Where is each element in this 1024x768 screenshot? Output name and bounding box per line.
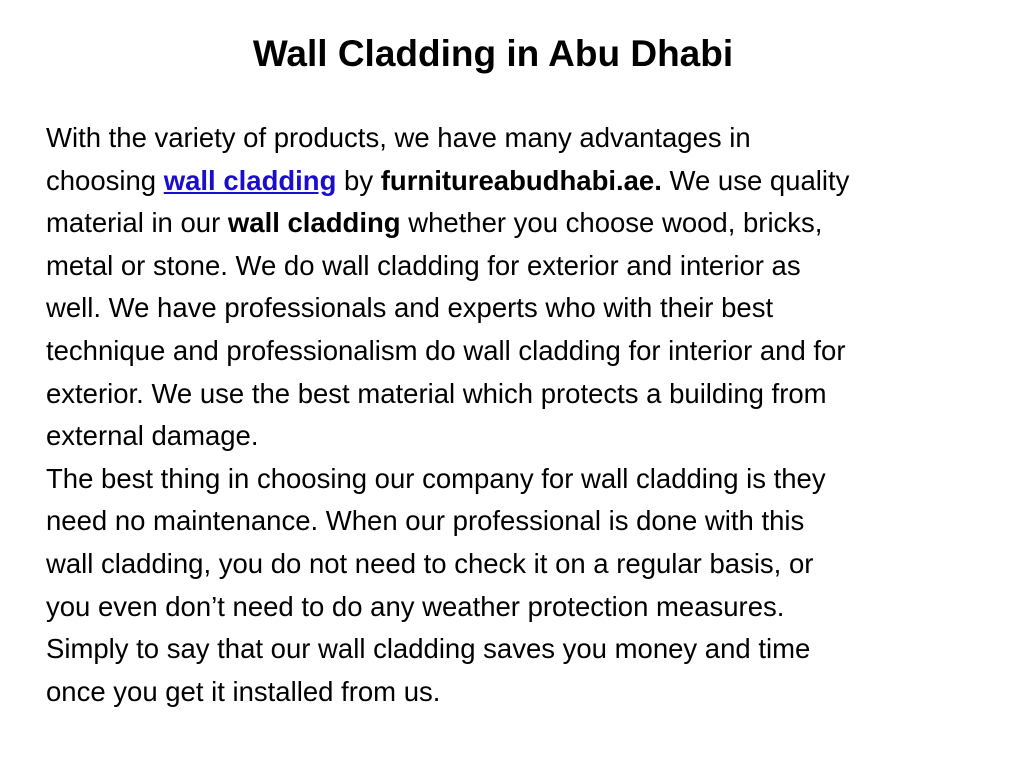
text-segment: material in our	[46, 207, 228, 239]
paragraph-1-line-7: exterior. We use the best material which protects a building from	[46, 377, 827, 409]
slide-title: Wall Cladding in Abu Dhabi	[252, 33, 734, 74]
paragraph-2-line-5: Simply to say that our wall cladding saves you money and time	[46, 633, 811, 665]
paragraph-1-line-6: technique and professionalism do wall cladding for interior and for	[46, 334, 846, 366]
paragraph-1-line-4: metal or stone. We do wall cladding for exterior and interior as	[46, 249, 801, 281]
paragraph-2-line-1: The best thing in choosing our company for wall cladding is they	[46, 462, 826, 494]
paragraph-2-line-6: once you get it installed from us.	[46, 675, 441, 707]
paragraph-2-line-4: you even don’t need to do any weather protection measures.	[46, 590, 785, 622]
paragraph-1-line-1: With the variety of products, we have many advantages in	[46, 122, 751, 153]
body-text	[46, 117, 1008, 713]
wall-cladding-bold: wall cladding	[227, 207, 401, 239]
paragraph-1-line-2	[46, 160, 1008, 203]
text-segment: whether you choose wood, bricks,	[400, 207, 823, 239]
text-segment: by	[336, 164, 381, 196]
text-segment: choosing	[46, 164, 164, 196]
paragraph-2-line-2: need no maintenance. When our professional is done with this	[46, 505, 805, 537]
paragraph-2-line-3: wall cladding, you do not need to check it on a regular basis, or	[46, 547, 814, 579]
paragraph-1-line-8: external damage.	[46, 420, 259, 452]
paragraph-1-line-5: well. We have professionals and experts who with their best	[46, 292, 774, 324]
wall-cladding-link[interactable]: wall cladding	[163, 164, 337, 196]
text-segment: We use quality	[661, 164, 850, 196]
paragraph-1-line-3	[46, 202, 1008, 245]
site-name-bold: furnitureabudhabi.ae.	[380, 164, 662, 196]
